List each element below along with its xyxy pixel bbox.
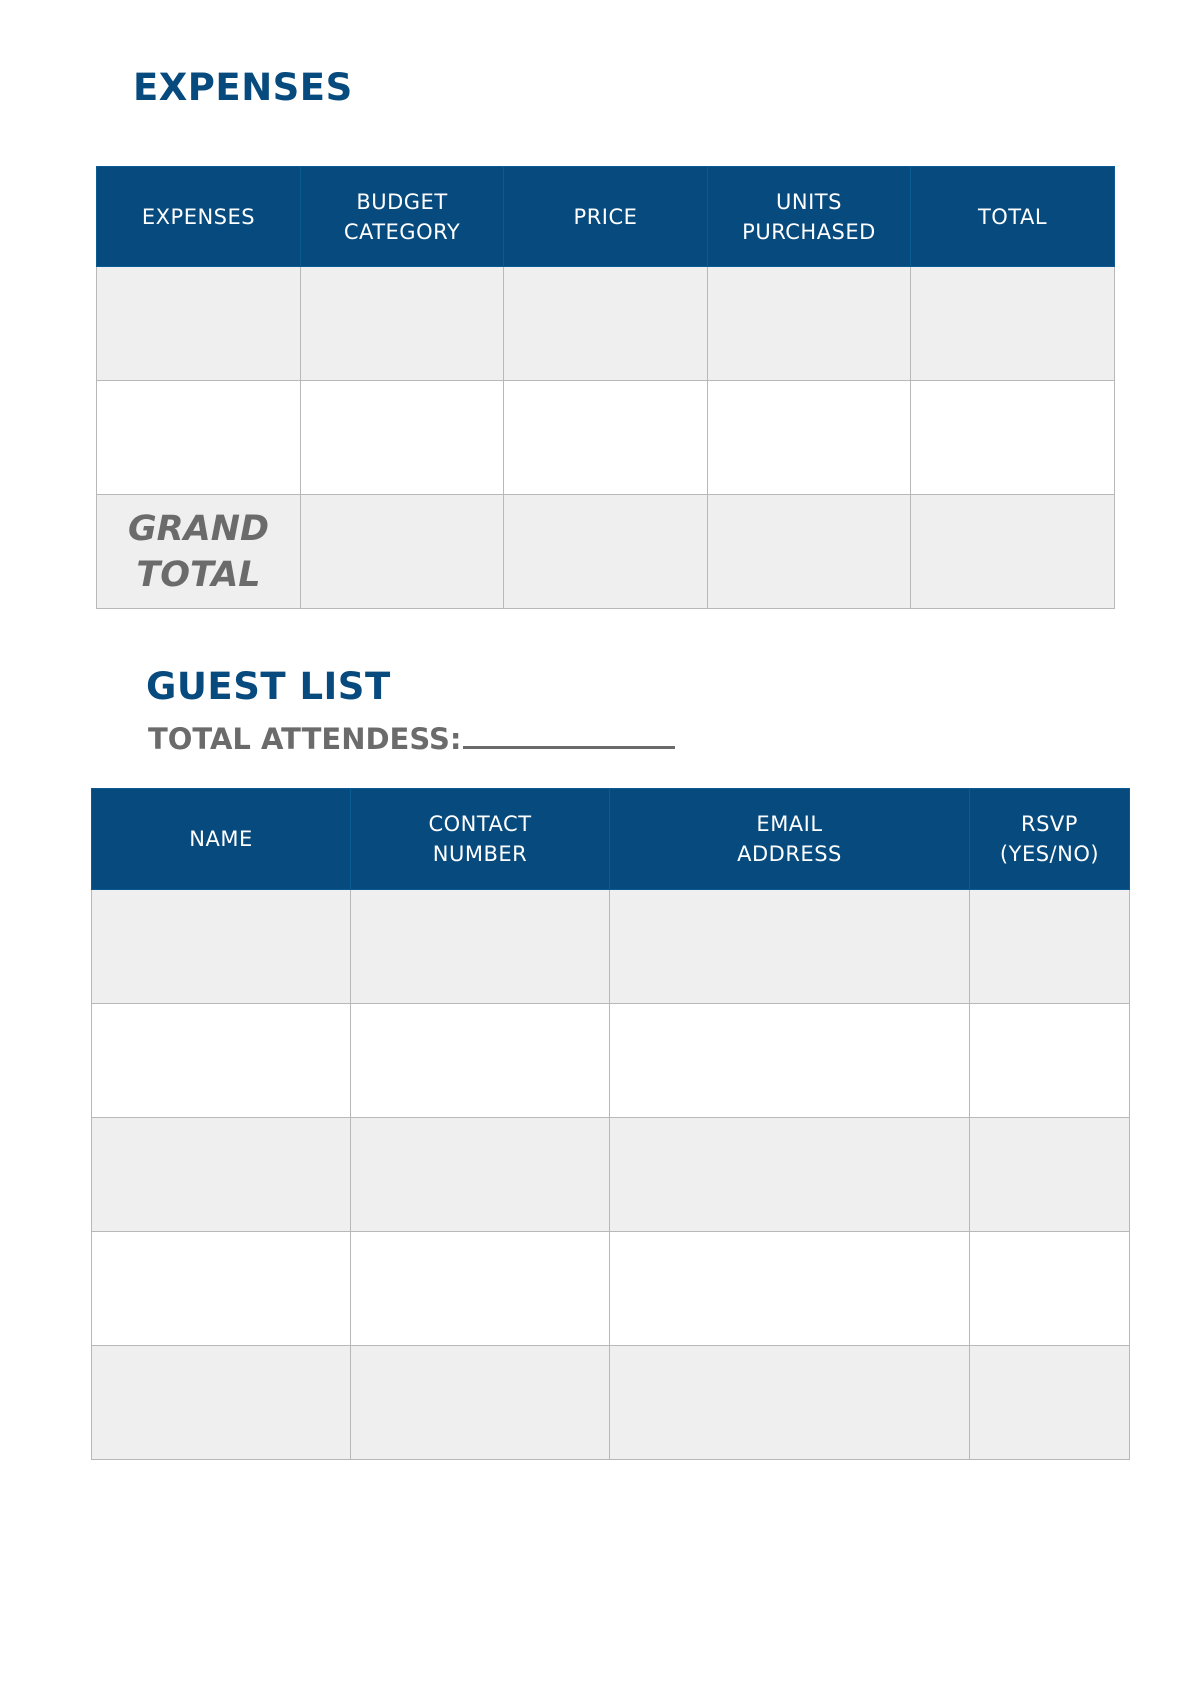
table-cell[interactable] — [351, 1232, 610, 1346]
table-row — [92, 1118, 1130, 1232]
table-cell[interactable] — [970, 1118, 1130, 1232]
table-cell[interactable] — [504, 267, 708, 381]
table-cell[interactable] — [351, 1004, 610, 1118]
table-cell[interactable] — [351, 890, 610, 1004]
column-header-budget-category: BUDGET CATEGORY — [301, 167, 504, 267]
table-cell[interactable] — [301, 495, 504, 609]
column-header-units-purchased: UNITS PURCHASED — [708, 167, 911, 267]
table-cell[interactable] — [911, 381, 1115, 495]
table-cell[interactable] — [610, 1232, 970, 1346]
table-cell[interactable] — [970, 1232, 1130, 1346]
expenses-table — [96, 166, 1115, 609]
table-cell[interactable] — [92, 1004, 351, 1118]
table-row — [97, 381, 1115, 495]
table-cell[interactable] — [301, 381, 504, 495]
table-cell[interactable] — [610, 1118, 970, 1232]
column-header-price: PRICE — [504, 167, 708, 267]
table-cell[interactable] — [92, 890, 351, 1004]
table-cell[interactable] — [351, 1118, 610, 1232]
table-cell[interactable] — [708, 495, 911, 609]
table-row — [97, 267, 1115, 381]
total-attendees-blank[interactable] — [463, 718, 675, 749]
table-cell[interactable] — [301, 267, 504, 381]
table-cell[interactable] — [97, 267, 301, 381]
table-cell[interactable] — [970, 1004, 1130, 1118]
expenses-header-row — [97, 167, 1115, 267]
total-attendees-label: TOTAL ATTENDESS: — [148, 722, 462, 756]
table-cell[interactable] — [92, 1346, 351, 1460]
table-cell[interactable] — [610, 1004, 970, 1118]
table-row — [92, 1346, 1130, 1460]
guest-list-title: GUEST LIST — [146, 665, 391, 708]
table-row — [92, 1004, 1130, 1118]
table-cell[interactable] — [708, 381, 911, 495]
column-header-name: NAME — [92, 789, 351, 890]
total-attendees-line — [148, 718, 675, 756]
column-header-rsvp: RSVP (YES/NO) — [970, 789, 1130, 890]
table-cell[interactable] — [970, 1346, 1130, 1460]
table-cell[interactable] — [92, 1118, 351, 1232]
table-cell[interactable] — [970, 890, 1130, 1004]
expenses-title: EXPENSES — [133, 66, 353, 109]
column-header-contact-number: CONTACT NUMBER — [351, 789, 610, 890]
table-cell[interactable] — [911, 495, 1115, 609]
guest-list-table — [91, 788, 1130, 1460]
table-cell[interactable] — [610, 1346, 970, 1460]
column-header-expenses: EXPENSES — [97, 167, 301, 267]
grand-total-label: GRAND TOTAL — [97, 495, 301, 609]
column-header-total: TOTAL — [911, 167, 1115, 267]
table-cell[interactable] — [610, 890, 970, 1004]
table-row — [92, 1232, 1130, 1346]
table-cell[interactable] — [504, 495, 708, 609]
table-cell[interactable] — [92, 1232, 351, 1346]
grand-total-row — [97, 495, 1115, 609]
table-cell[interactable] — [504, 381, 708, 495]
table-cell[interactable] — [97, 381, 301, 495]
table-cell[interactable] — [911, 267, 1115, 381]
table-row — [92, 890, 1130, 1004]
column-header-email-address: EMAIL ADDRESS — [610, 789, 970, 890]
table-cell[interactable] — [351, 1346, 610, 1460]
guest-header-row — [92, 789, 1130, 890]
table-cell[interactable] — [708, 267, 911, 381]
